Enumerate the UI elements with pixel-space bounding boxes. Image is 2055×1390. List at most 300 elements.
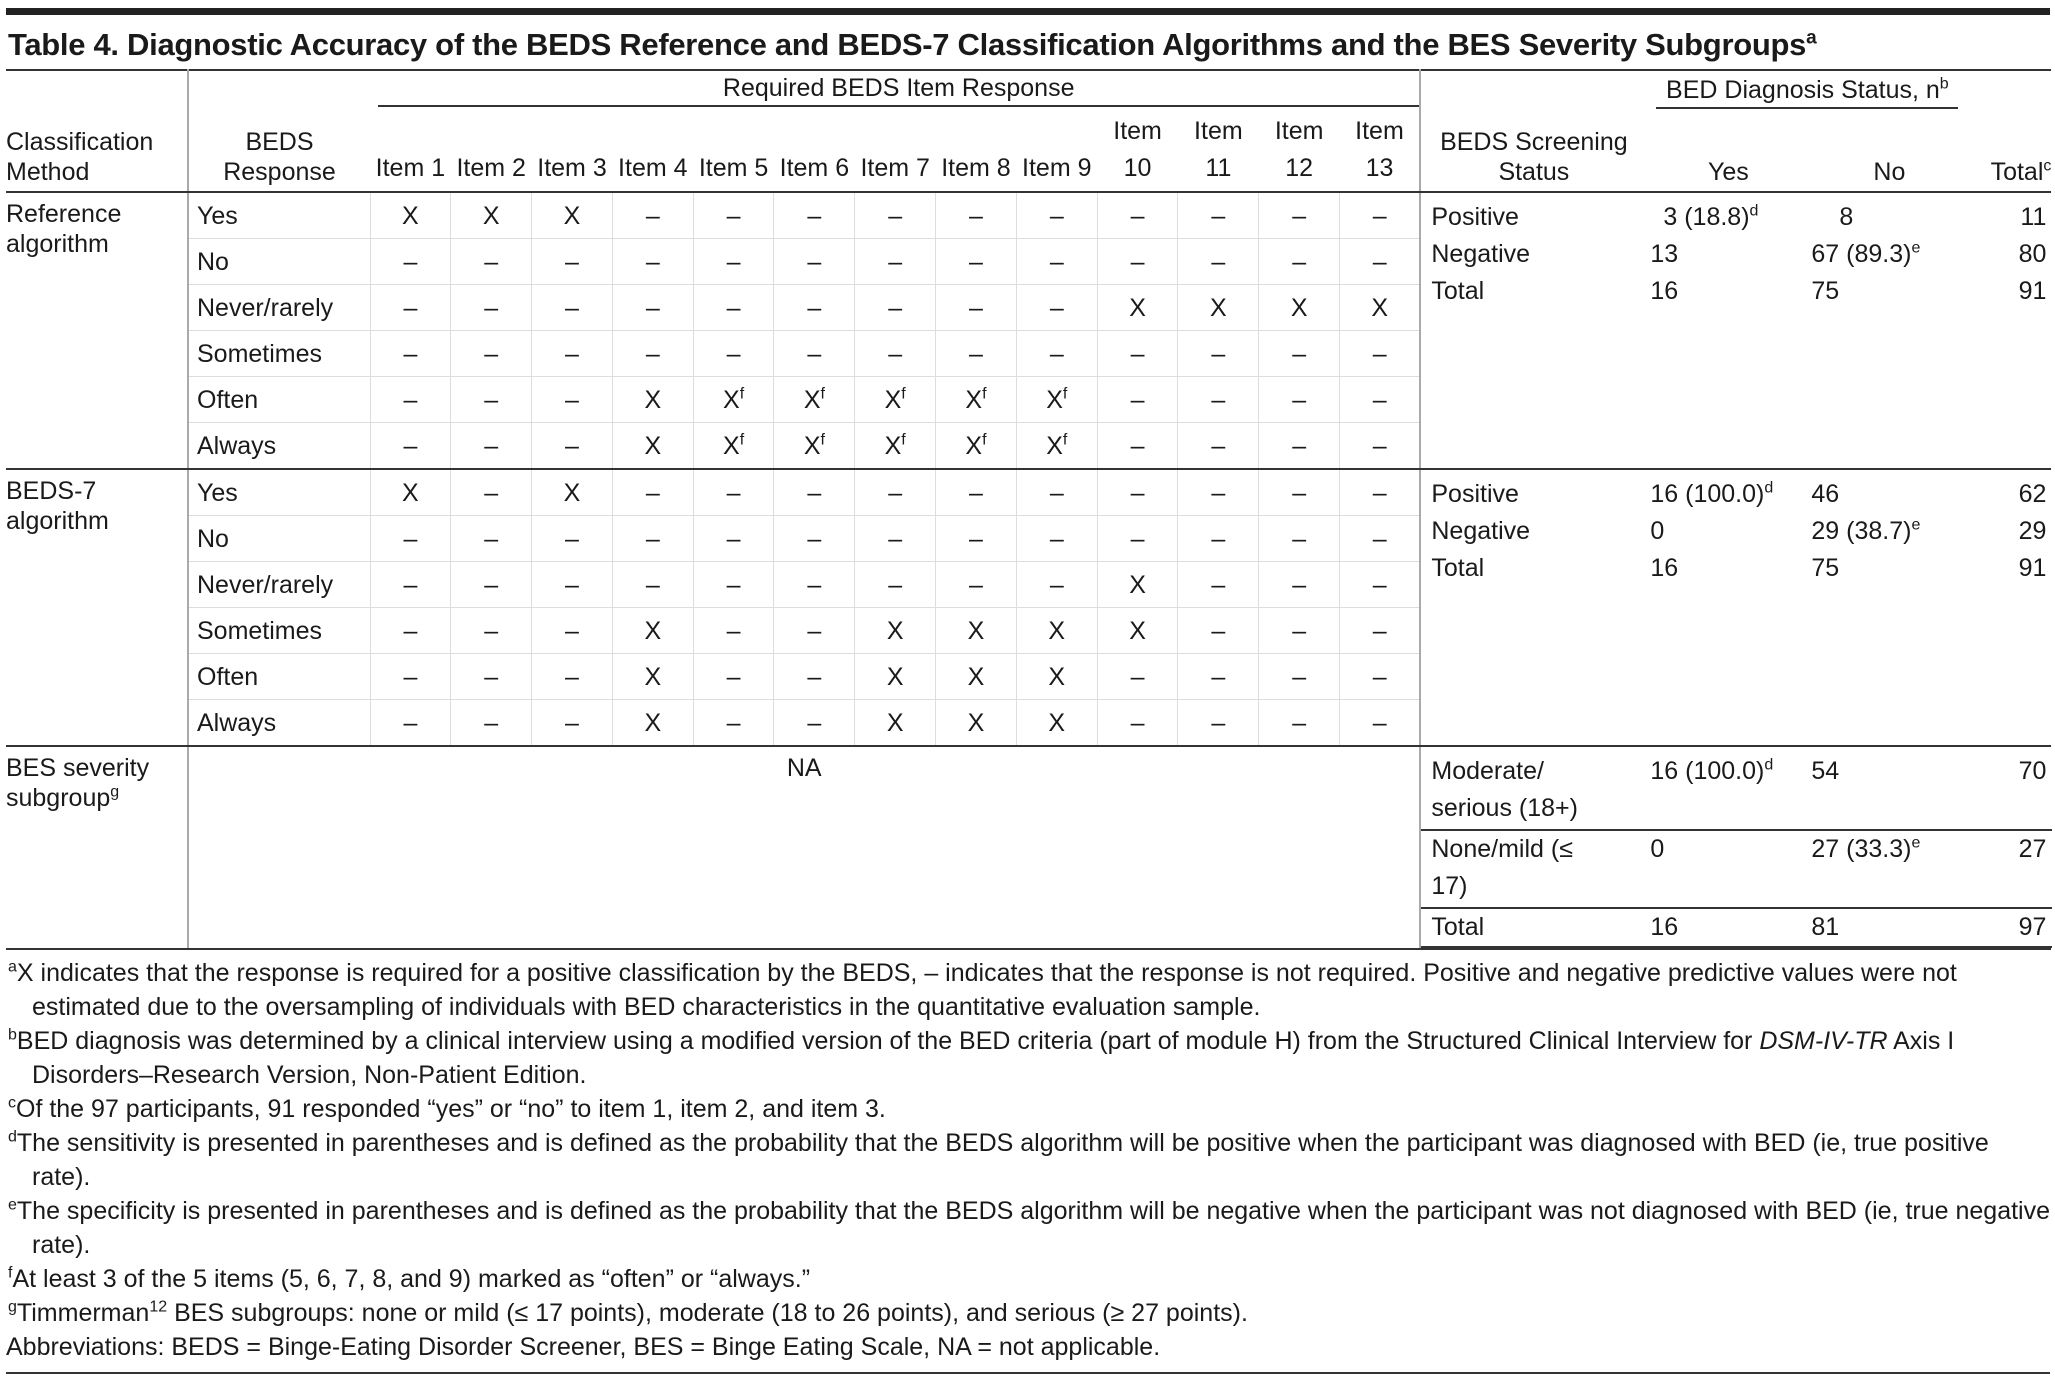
results-row [1421,476,2052,513]
item-mark: X [884,385,902,414]
beds-response: Sometimes [188,331,370,377]
item-mark: X [965,385,983,414]
item-cell [1016,239,1097,285]
diagnosis-no-value: 27 (33.3) [1811,835,1912,863]
item-cell [1340,192,1421,239]
item-mark: – [969,293,983,322]
footnote-text: X indicates that the response is required for a positive classification by the BEDS, – indicates that the response is not required. Positive and negative predictive values were not estimated due to the oversampling of individuals with BED characteristics in the quantitative evaluation sample. [16,959,1957,1021]
item-cell [1178,608,1259,654]
item-cell [1178,285,1259,331]
beds-response: Sometimes [188,608,370,654]
item-mark: – [1372,662,1387,691]
footnote [6,1092,2050,1126]
item-mark: – [565,708,579,737]
item-mark: – [1211,431,1226,460]
results-row [1421,908,2052,947]
item-mark: – [484,247,499,276]
footnote-mark: e [8,1196,17,1214]
item-cell [532,285,613,331]
item-cell [936,331,1017,377]
results-row [1421,236,2052,273]
item-mark: – [1292,339,1307,368]
footnote-text: The specificity is presented in parentheses and is defined as the probability that the BEDS algorithm will be negative when the participant was not diagnosed with BED (ie, true negative rate). [16,1197,2051,1259]
item-cell [1340,285,1421,331]
item-mark: X [644,616,662,645]
item-cell [1016,700,1097,747]
item-mark: – [1130,524,1145,553]
item-mark: – [484,385,499,414]
diagnosis-yes [1647,908,1811,947]
required-items-label: Required BEDS Item Response [378,73,1419,107]
item-mark: X [1048,662,1066,691]
item-cell [693,331,774,377]
item-cell [693,700,774,747]
item-cell [612,700,693,747]
item-mark: X [1129,293,1146,322]
item-mark: – [1211,247,1226,276]
item-cell [532,608,613,654]
diagnosis-yes-value-footnote-mark: d [1764,479,1774,497]
item-mark: X [723,431,740,460]
item-header: Item 6 [774,113,855,192]
diagnosis-yes-value: 0 [1650,835,1665,863]
table-document [6,8,2050,1374]
item-cell [370,377,451,423]
item-mark: – [565,339,579,368]
diagnosis-no-value: 46 [1811,480,1840,508]
item-cell [936,469,1017,516]
item-cell [1259,700,1340,747]
footnote [6,1262,2050,1296]
item-cell [1340,423,1421,470]
item-mark: – [484,708,499,737]
table-row [6,746,2051,949]
item-mark: – [726,293,741,322]
item-mark: – [645,247,660,276]
item-mark: – [807,339,822,368]
diagnosis-total: 70 [1969,753,2052,830]
diagnosis-total: 29 [2018,517,2047,545]
item-mark: X [563,201,581,230]
item-cell [1097,423,1178,470]
item-mark: – [1211,708,1226,737]
item-mark: – [1372,616,1387,645]
item-cell [612,377,693,423]
item-cell [1097,654,1178,700]
item-mark: – [888,247,903,276]
not-applicable: NA [188,746,1420,949]
item-cell [1178,377,1259,423]
item-cell [936,239,1017,285]
item-cell [855,700,936,747]
item-mark: – [807,616,822,645]
item-cell [1259,654,1340,700]
item-mark: – [1130,431,1145,460]
top-rule [6,8,2050,15]
item-header: Item 10 [1097,113,1178,192]
item-mark: – [484,293,499,322]
total-header [1968,70,2051,192]
item-mark: – [726,201,741,230]
item-cell [693,192,774,239]
item-mark: – [484,431,499,460]
item-mark: X [967,616,985,645]
item-cell [936,377,1017,423]
item-cell [370,239,451,285]
footnote-text: Of the 97 participants, 91 responded “yes” or “no” to item 1, item 2, and item 3. [16,1095,886,1123]
item-header: Item 12 [1259,113,1340,192]
footnote-mark: d [8,1128,17,1146]
bottom-rule [6,1372,2050,1374]
item-cell [451,608,532,654]
item-cell [855,608,936,654]
footnote-text: At least 3 of the 5 items (5, 6, 7, 8, and 9) marked as “often” or “always.” [12,1265,811,1293]
item-cell [936,192,1017,239]
item-cell [612,654,693,700]
item-mark: – [726,339,741,368]
diagnosis-yes-value: 16 (100.0) [1650,480,1765,508]
beds-response: Always [188,700,370,747]
item-mark: X [1048,616,1066,645]
diagnosis-total: 97 [1969,908,2052,947]
item-cell [451,285,532,331]
item-mark: – [403,708,418,737]
item-mark: – [1049,478,1064,507]
item-mark: – [645,339,660,368]
item-cell [1097,608,1178,654]
item-cell [1259,377,1340,423]
diagnosis-no-value: 81 [1811,913,1840,941]
item-mark: – [969,247,983,276]
diagnosis-yes [1647,550,1811,587]
item-mark: X [482,201,500,230]
item-cell [855,192,936,239]
item-cell [1097,239,1178,285]
item-mark: – [1130,339,1145,368]
item-cell [1178,331,1259,377]
item-mark-footnote-mark: f [1062,385,1068,403]
item-cell [693,469,774,516]
item-cell [693,285,774,331]
diagnosis-no-value: 67 (89.3) [1811,240,1912,268]
item-cell [1016,331,1097,377]
item-cell [774,423,855,470]
footnotes [6,950,2050,1364]
classification-method-text: BES severity subgroup [6,754,150,812]
total-header-text-footnote-mark: c [2043,157,2052,175]
item-mark: – [645,201,660,230]
footnote-text: Timmerman [16,1299,150,1327]
diagnosis-yes [1647,236,1811,273]
item-mark: – [645,524,660,553]
item-mark: – [565,431,579,460]
item-mark: – [1372,478,1387,507]
item-cell [693,239,774,285]
diagnosis-yes-value: 16 [1650,913,1679,941]
item-mark: X [644,662,662,691]
classification-method-text-footnote-mark: g [110,783,120,801]
item-mark: – [726,247,741,276]
item-cell [451,239,532,285]
item-cell [1016,192,1097,239]
item-cell [936,608,1017,654]
abbreviations: Abbreviations: BEDS = Binge-Eating Disorder Screener, BES = Binge Eating Scale, NA = not applicable. [6,1333,1161,1361]
item-cell [1259,608,1340,654]
item-mark: – [807,524,822,553]
results-row [1421,273,2052,310]
item-mark-footnote-mark: f [982,431,987,449]
item-header: Item 8 [936,113,1017,192]
item-mark: – [888,478,903,507]
diagnosis-no [1811,753,1969,830]
item-mark: – [888,293,903,322]
screening-status: Total [1431,277,1485,305]
item-mark: – [807,293,822,322]
results-panel [1420,469,2051,746]
footnote-mark: g [8,1298,17,1316]
item-mark: – [726,662,741,691]
item-mark: – [565,570,579,599]
item-cell [693,423,774,470]
item-cell [855,331,936,377]
beds-response: No [188,516,370,562]
item-mark: – [1292,247,1307,276]
diagnosis-no [1811,513,1969,550]
results-table [1421,476,2052,587]
item-cell [370,700,451,747]
item-cell [1097,331,1178,377]
item-mark: – [565,385,579,414]
item-mark: – [565,524,579,553]
item-mark: – [1211,339,1226,368]
item-mark: – [565,293,579,322]
beds-response: Never/rarely [188,285,370,331]
item-cell [774,192,855,239]
item-cell [693,562,774,608]
item-cell [1016,562,1097,608]
item-mark: X [402,478,419,507]
footnote [6,1194,2050,1262]
item-mark: – [1130,708,1145,737]
item-cell [1340,239,1421,285]
item-cell [1178,423,1259,470]
item-cell [774,469,855,516]
item-mark: X [1129,616,1146,645]
classification-method [6,746,188,949]
item-mark: – [888,339,903,368]
screening-status-header: BEDS Screening Status [1420,70,1646,192]
item-cell [693,654,774,700]
item-mark: – [1130,201,1145,230]
screening-status: Negative [1431,517,1531,545]
item-cell [370,469,451,516]
item-cell [855,469,936,516]
item-mark: – [645,293,660,322]
results-table [1421,753,2052,948]
item-header: Item 5 [693,113,774,192]
item-mark: – [1292,201,1307,230]
item-mark: – [888,201,903,230]
results-row [1421,513,2052,550]
item-mark: – [888,524,903,553]
item-cell [855,239,936,285]
diagnosis-no-value: 8 [1839,203,1854,231]
yes-header: Yes [1646,113,1810,192]
footnote [6,956,2050,1024]
item-mark: – [403,570,418,599]
diagnosis-no [1811,550,1969,587]
item-cell [370,423,451,470]
diagnosis-no [1811,830,1969,908]
item-mark: X [563,478,581,507]
required-items-header [370,70,1420,113]
item-mark: – [1372,570,1387,599]
item-header: Item 3 [532,113,613,192]
item-cell [1097,516,1178,562]
item-mark: – [484,524,499,553]
item-cell [451,700,532,747]
diagnosis-total: 91 [2018,277,2047,305]
diagnosis-yes [1647,273,1811,310]
item-cell [1340,608,1421,654]
item-header: Item 9 [1016,113,1097,192]
item-header: Item 11 [1178,113,1259,192]
item-mark: – [1049,570,1064,599]
footnote-text: BES subgroups: none or mild (≤ 17 points), moderate (18 to 26 points), and serious (≥ 27 points). [167,1299,1248,1327]
item-cell [855,285,936,331]
item-cell [612,331,693,377]
item-cell [1097,469,1178,516]
item-mark-footnote-mark: f [982,385,987,403]
item-mark: X [886,708,904,737]
diagnosis-total: 80 [2018,240,2047,268]
item-mark: – [403,431,418,460]
item-mark: – [969,524,983,553]
diagnosis-yes-value-footnote-mark: d [1764,756,1774,774]
item-cell [855,654,936,700]
item-cell [1016,608,1097,654]
item-mark-footnote-mark: f [739,431,745,449]
diagnosis-total: 27 [1969,830,2052,908]
item-mark: – [1372,385,1387,414]
item-cell [1340,562,1421,608]
item-mark: – [484,478,499,507]
item-mark-footnote-mark: f [820,385,825,403]
item-header: Item 13 [1340,113,1421,192]
item-cell [532,654,613,700]
item-mark: X [644,431,662,460]
item-mark-footnote-mark: f [739,385,745,403]
item-mark: X [644,385,662,414]
item-cell [451,469,532,516]
item-mark: – [1130,662,1145,691]
item-cell [1259,423,1340,470]
screening-status: Total [1431,554,1485,582]
item-header: Item 2 [451,113,532,192]
item-cell [532,700,613,747]
item-mark: – [726,570,741,599]
item-mark-footnote-mark: f [820,431,825,449]
item-mark: – [403,339,418,368]
item-mark: – [969,570,983,599]
item-cell [1178,562,1259,608]
item-cell [1340,377,1421,423]
footnote-text: BED diagnosis was determined by a clinical interview using a modified version of the BED criteria (part of module H) from the Structured Clinical Interview for [16,1027,1760,1055]
beds-response: No [188,239,370,285]
item-cell [774,700,855,747]
item-mark: – [1372,201,1387,230]
results-row [1421,550,2052,587]
item-cell [370,654,451,700]
classification-method-header: Classification Method [6,70,188,192]
item-cell [774,608,855,654]
diagnosis-no-value: 75 [1811,277,1840,305]
item-cell [370,331,451,377]
item-mark: X [644,708,662,737]
item-cell [1259,192,1340,239]
results-row [1421,830,2052,908]
footnote-text: 12 [149,1298,168,1316]
item-mark: – [969,201,983,230]
item-mark: X [886,662,904,691]
footnote [6,1296,2050,1330]
item-mark: – [403,616,418,645]
diagnosis-no-value-footnote-mark: e [1911,239,1921,257]
table-row [6,469,2051,516]
item-cell [1178,654,1259,700]
diagnosis-no [1811,236,1969,273]
diagnosis-no [1811,199,1969,236]
diagnosis-yes [1647,753,1811,830]
item-cell [693,516,774,562]
item-cell [1016,654,1097,700]
item-cell [693,608,774,654]
diagnosis-yes-value: 13 [1650,240,1679,268]
diagnosis-total: 11 [2020,203,2047,231]
item-header: Item 7 [855,113,936,192]
item-cell [612,423,693,470]
item-cell [532,192,613,239]
item-cell [1016,423,1097,470]
item-mark-footnote-mark: f [901,385,906,403]
item-mark: – [1292,708,1307,737]
beds-response: Often [188,377,370,423]
item-cell [532,239,613,285]
item-mark: – [1372,708,1387,737]
item-mark: X [886,616,904,645]
item-mark: – [484,616,499,645]
diagnosis-status-label [1656,75,1958,109]
item-mark: – [1292,431,1307,460]
item-mark: X [1046,385,1063,414]
item-cell [1340,516,1421,562]
item-cell [532,469,613,516]
item-cell [855,516,936,562]
item-cell [855,423,936,470]
beds-response: Always [188,423,370,470]
item-mark: – [726,708,741,737]
item-cell [774,377,855,423]
item-mark: X [1048,708,1066,737]
item-cell [532,516,613,562]
item-mark: – [1292,616,1307,645]
beds-response-header: BEDS Response [188,70,370,192]
item-cell [1016,285,1097,331]
item-mark: – [1211,478,1226,507]
item-cell [774,239,855,285]
item-cell [612,192,693,239]
item-mark: X [965,431,983,460]
